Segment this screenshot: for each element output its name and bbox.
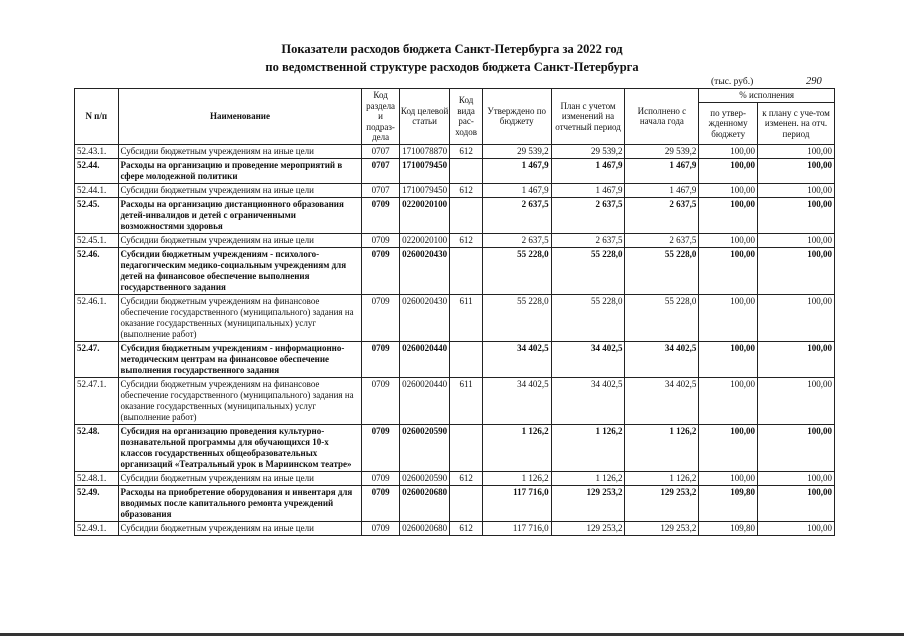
row-razdel-code: 0707 [362,183,399,197]
row-pct-approved: 100,00 [699,341,758,377]
row-target-code: 0260020590 [399,424,450,471]
table-row [75,377,835,424]
row-vid-code [450,341,482,377]
row-pct-approved: 109,80 [699,521,758,535]
row-vid-code: 612 [450,183,482,197]
row-razdel-code: 0709 [362,197,399,233]
row-name: Субсидии бюджетным учреждениям на иные цели [118,471,362,485]
row-vid-code: 611 [450,294,482,341]
row-target-code: 0220020100 [399,233,450,247]
row-pct-approved: 100,00 [699,471,758,485]
row-pct-plan: 100,00 [758,158,835,183]
row-number: 52.45.1. [75,233,119,247]
row-plan: 1 126,2 [551,424,625,471]
row-number: 52.44.1. [75,183,119,197]
row-vid-code [450,197,482,233]
row-plan: 34 402,5 [551,341,625,377]
header-approved: Утверждено по бюджету [482,89,551,145]
row-pct-approved: 100,00 [699,233,758,247]
row-number: 52.47. [75,341,119,377]
row-pct-approved: 100,00 [699,197,758,233]
row-plan: 55 228,0 [551,294,625,341]
report-title: Показатели расходов бюджета Санкт-Петербурга за 2022 год [281,42,623,56]
row-razdel-code: 0709 [362,471,399,485]
table-row [75,471,835,485]
row-target-code: 1710078870 [399,144,450,158]
row-target-code: 1710079450 [399,158,450,183]
row-target-code: 0220020100 [399,197,450,233]
row-executed: 1 126,2 [625,471,699,485]
row-plan: 55 228,0 [551,247,625,294]
row-approved: 34 402,5 [482,341,551,377]
table-row [75,197,835,233]
table-row [75,424,835,471]
row-name: Субсидия бюджетным учреждениям - информационно-методическим центрам на финансовое обеспечение выполнения государственного задания [118,341,362,377]
row-approved: 2 637,5 [482,233,551,247]
row-number: 52.44. [75,158,119,183]
page-number: 290 [806,76,822,87]
row-pct-plan: 100,00 [758,144,835,158]
row-target-code: 1710079450 [399,183,450,197]
row-vid-code [450,247,482,294]
row-executed: 34 402,5 [625,341,699,377]
row-razdel-code: 0709 [362,341,399,377]
header-plan: План с учетом изменений на отчетный период [551,89,625,145]
header-pct-group: % исполнения [699,89,835,103]
row-executed: 129 253,2 [625,521,699,535]
row-vid-code: 612 [450,471,482,485]
header-name: Наименование [118,89,362,145]
row-razdel-code: 0709 [362,294,399,341]
row-pct-plan: 100,00 [758,424,835,471]
table-body [75,144,835,535]
table-row [75,158,835,183]
row-target-code: 0260020440 [399,341,450,377]
row-number: 52.46. [75,247,119,294]
row-approved: 117 716,0 [482,485,551,521]
row-number: 52.47.1. [75,377,119,424]
row-name: Субсидии бюджетным учреждениям на финансовое обеспечение государственного (муниципального) задания на оказание государственных (муниципальных) услуг (выполнение работ) [118,377,362,424]
row-name: Субсидия на организацию проведения культурно-познавательной программы для обучающихся 10-х классов государственных общеобразовательных организаций «Театральный урок в Мариинском театре» [118,424,362,471]
header-pct-plan: к плану с уче-том изменен. на отч. период [758,103,835,145]
row-plan: 2 637,5 [551,197,625,233]
row-approved: 1 126,2 [482,471,551,485]
row-pct-plan: 100,00 [758,247,835,294]
row-name: Субсидии бюджетным учреждениям на иные цели [118,521,362,535]
header-executed: Исполнено с начала года [625,89,699,145]
row-razdel-code: 0709 [362,485,399,521]
row-vid-code: 612 [450,144,482,158]
row-plan: 129 253,2 [551,521,625,535]
row-approved: 1 126,2 [482,424,551,471]
row-pct-approved: 100,00 [699,158,758,183]
row-vid-code [450,485,482,521]
row-executed: 1 126,2 [625,424,699,471]
row-pct-approved: 100,00 [699,144,758,158]
row-number: 52.49.1. [75,521,119,535]
row-number: 52.49. [75,485,119,521]
row-number: 52.43.1. [75,144,119,158]
row-razdel-code: 0709 [362,521,399,535]
row-pct-plan: 100,00 [758,341,835,377]
row-executed: 2 637,5 [625,197,699,233]
row-executed: 1 467,9 [625,158,699,183]
row-razdel-code: 0709 [362,233,399,247]
row-approved: 117 716,0 [482,521,551,535]
table-row [75,233,835,247]
table-header [75,89,835,145]
row-pct-approved: 100,00 [699,183,758,197]
row-pct-plan: 100,00 [758,377,835,424]
header-target: Код целевой статьи [399,89,450,145]
row-pct-plan: 100,00 [758,233,835,247]
row-name: Субсидии бюджетным учреждениям на иные цели [118,183,362,197]
row-executed: 1 467,9 [625,183,699,197]
row-target-code: 0260020590 [399,471,450,485]
row-name: Субсидии бюджетным учреждениям на финансовое обеспечение государственного (муниципального) задания на оказание государственных (муниципальных) услуг (выполнение работ) [118,294,362,341]
row-number: 52.48. [75,424,119,471]
row-pct-plan: 100,00 [758,521,835,535]
budget-table [74,88,835,536]
row-razdel-code: 0707 [362,158,399,183]
row-vid-code [450,424,482,471]
row-razdel-code: 0709 [362,424,399,471]
row-target-code: 0260020430 [399,247,450,294]
row-plan: 129 253,2 [551,485,625,521]
row-name: Расходы на организацию и проведение мероприятий в сфере молодежной политики [118,158,362,183]
row-pct-plan: 100,00 [758,294,835,341]
header-razdel: Код раздела и подраз-дела [362,89,399,145]
row-razdel-code: 0707 [362,144,399,158]
row-pct-plan: 100,00 [758,183,835,197]
row-approved: 1 467,9 [482,183,551,197]
row-razdel-code: 0709 [362,247,399,294]
row-executed: 34 402,5 [625,377,699,424]
table-row [75,485,835,521]
row-approved: 2 637,5 [482,197,551,233]
row-executed: 55 228,0 [625,294,699,341]
row-number: 52.46.1. [75,294,119,341]
header-pct-approved: по утвер-жденному бюджету [699,103,758,145]
report-subtitle: по ведомственной структуре расходов бюджета Санкт-Петербурга [265,60,639,74]
row-name: Субсидии бюджетным учреждениям - психолого-педагогическим медико-социальным учреждениям для детей на финансовое обеспечение выполнения государственного задания [118,247,362,294]
units-label: (тыс. руб.) [711,77,754,87]
row-name: Субсидии бюджетным учреждениям на иные цели [118,233,362,247]
row-pct-approved: 100,00 [699,424,758,471]
row-executed: 29 539,2 [625,144,699,158]
row-approved: 29 539,2 [482,144,551,158]
row-approved: 1 467,9 [482,158,551,183]
row-razdel-code: 0709 [362,377,399,424]
row-plan: 1 126,2 [551,471,625,485]
row-approved: 55 228,0 [482,294,551,341]
row-pct-approved: 100,00 [699,247,758,294]
row-target-code: 0260020680 [399,485,450,521]
row-approved: 34 402,5 [482,377,551,424]
row-number: 52.48.1. [75,471,119,485]
row-vid-code [450,158,482,183]
row-pct-plan: 100,00 [758,471,835,485]
row-target-code: 0260020430 [399,294,450,341]
row-pct-plan: 100,00 [758,197,835,233]
row-vid-code: 612 [450,521,482,535]
row-executed: 2 637,5 [625,233,699,247]
row-target-code: 0260020440 [399,377,450,424]
row-executed: 55 228,0 [625,247,699,294]
row-pct-plan: 100,00 [758,485,835,521]
row-plan: 2 637,5 [551,233,625,247]
table-row [75,521,835,535]
row-name: Расходы на приобретение оборудования и инвентаря для вводимых после капитального ремонта учреждений образования [118,485,362,521]
table-row [75,294,835,341]
header-num: N п/п [75,89,119,145]
table-row [75,341,835,377]
row-approved: 55 228,0 [482,247,551,294]
row-plan: 29 539,2 [551,144,625,158]
row-executed: 129 253,2 [625,485,699,521]
header-vid: Код вида рас-ходов [450,89,482,145]
row-pct-approved: 100,00 [699,377,758,424]
row-pct-approved: 109,80 [699,485,758,521]
row-name: Субсидии бюджетным учреждениям на иные цели [118,144,362,158]
row-vid-code: 611 [450,377,482,424]
row-number: 52.45. [75,197,119,233]
row-target-code: 0260020680 [399,521,450,535]
table-row [75,247,835,294]
row-plan: 1 467,9 [551,158,625,183]
page-bottom-edge [0,633,904,636]
table-row [75,144,835,158]
table-row [75,183,835,197]
row-name: Расходы на организацию дистанционного образования детей-инвалидов и детей с ограниченными возможностями здоровья [118,197,362,233]
row-plan: 34 402,5 [551,377,625,424]
row-plan: 1 467,9 [551,183,625,197]
row-vid-code: 612 [450,233,482,247]
row-pct-approved: 100,00 [699,294,758,341]
